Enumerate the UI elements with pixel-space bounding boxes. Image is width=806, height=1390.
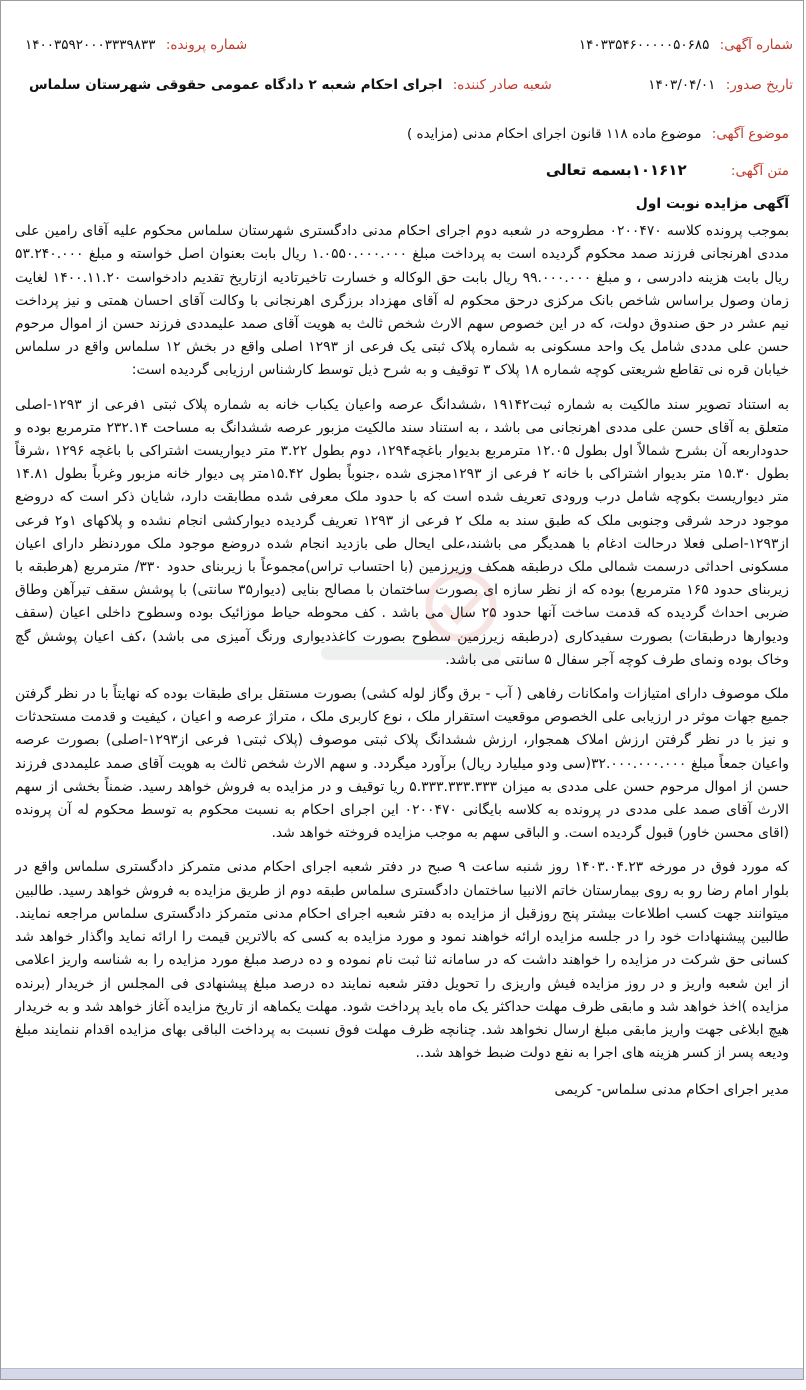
paragraph-case-intro: بموجب پرونده کلاسه ۰۲۰۰۴۷۰ مطروحه در شعبه دوم اجرای احکام مدنی دادگستری شهرستان سلماس محکوم علیه آقای رامین علی مددی اهرنجانی فرزند صمد محکوم گردیده است به پرداخت مبلغ ۱.۰۵۵۰.۰۰۰.۰۰۰ ریال بابت بعنوان اصل خواسته و مبلغ ۵۳.۲۴۰.۰۰۰ ریال بابت هزینه دادرسی ، و مبلغ ۹۹.۰۰۰.۰۰۰ ریال بابت حق الوکاله و خسارت تاخیرتادیه ازتاریخ تقدیم دادخواست ۱۴۰۰.۱۱.۲۰ لغایت زمان وصول براساس شاخص بانک مرکزی درحق محکوم له آقای مهزداد برزگری اهرنجانی با وکالت آقای احسان همتی و نیز پرداخت نیم عشر در حق صندوق دولت، که در این خصوص سهم الارث شخص ثالث به هویت آقای صمد علیمددی فرزند حسن از اموال مرحوم حسن علی مددی شامل یک واحد مسکونی به شماره پلاک ثبتی یک فرعی از ۱۲۹۳ اصلی واقع در بخش ۱۲ سلماس واقع در سلماس خیابان قره نی تقاطع شریعتی کوچه شماره ۱۸ پلاک ۳ توقیف و به شرح ذیل توسط کارشناس ارزیابی گردیده است: — [15, 223, 790, 379]
issue-date-row — [648, 73, 793, 97]
issuing-branch: اجرای احکام شعبه ۲ دادگاه عمومی حقوقی شهرستان سلماس — [29, 77, 443, 93]
paragraph-valuation: ملک موصوف دارای امتیازات وامکانات رفاهی ( آب - برق وگاز لوله کشی) بصورت مستقل برای طبقات بوده که نهایتاً با در نظر گرفتن جمیع جهات موثر در ارزیابی علی الخصوص موقعیت استقرار ملک ، نوع کاربری ملک ، متراژ عرصه و اعیان ، کیفیت و قدمت مستحدثات و نیز با در نظر گرفتن ارزش املاک همجوار، ارزش ششدانگ پلاک ثبتی موصوف (پلاک ثبتی۱ فرعی از۱۲۹۳-اصلی) بصورت عرصه واعیان جمعاً مبلغ ۳۲.۰۰۰.۰۰۰.۰۰۰(سی ودو میلیارد ریال) برآورد میگردد. و سهم الارث شخص ثالث به هویت آقای صمد علیمددی فرزند حسن از اموال مرحوم حسن علی مددی به میزان ۵.۳۳۳.۳۳۳.۳۳۳ ریا توقیف و در مزایده به فروش خواهد رسید. ضمناً بخشی از سهم الارث آقای صمد علی مددی در پرونده به کلاسه بایگانی ۰۲۰۰۴۷۰ این اجرای احکام به نسبت محکوم به توسط محکوم له آن پرونده (اقای محسن خاور) قبول گردیده است. و الباقی سهم به موجب مزایده فروخته خواهد شد. — [15, 686, 790, 842]
subject-label: موضوع آگهی: — [711, 126, 789, 142]
ad-body — [15, 193, 789, 1114]
ad-meta — [15, 121, 789, 183]
issue-date-label: تاریخ صدور: — [725, 77, 793, 93]
signature: مدیر اجرای احکام مدنی سلماس- کریمی — [554, 1082, 789, 1099]
issuing-branch-row — [29, 73, 552, 97]
text-code: ۱۰۱۶۱۲بسمه تعالی — [545, 161, 687, 179]
ad-number-row — [579, 33, 793, 57]
ad-number-label: شماره آگهی: — [719, 37, 793, 53]
subject-text: موضوع ماده ۱۱۸ قانون اجرای احکام مدنی (مزایده ) — [406, 126, 702, 142]
ad-header — [11, 21, 793, 107]
paragraph-property-description: به استناد تصویر سند مالکیت به شماره ثبت۱۹۱۴۲ ،ششدانگ عرصه واعیان یکباب خانه به شماره پلاک ثبتی ۱فرعی از ۱۲۹۳-اصلی متعلق به آقای حسن علی مددی اهرنجانی می باشد ، به استناد سند مالکیت مزبور عرصه ششدانگ به مساحت ۲۳۲.۱۴ مترمربع بوده و حدوداربعه آن بشرح شمالاً اول بطول ۱۲.۰۵ مترمربع بدیوار باغچه۱۲۹۴، دوم بطول ۳.۲۲ متر دیواریست اشتراکی با باغچه ۱۲۹۶ ،شرقاً بطول ۱۵.۳۰ متر بدیوار اشتراکی با خانه ۲ فرعی از ۱۲۹۳مجزی شده ،جنوباً بطول ۱۵.۴۲متر پی دیوار خانه مزبور وغرباً بطول ۱۴.۸۱ متر دیواریست بکوچه شامل درب ورودی تعریف شده است که با حدود ملک معرفی شده مطابقت دارد، شایان ذکر است که دروضع موجود درحد شرقی وجنوبی ملک که طبق سند به ملک ۲ فرعی از ۱۲۹۳ تعریف گردیده دیوارکشی انجام نشده و پلاکهای ۱و۲ فرعی از۱۲۹۳-اصلی فعلا درحالت ادغام با همدیگر می باشند،علی ایحال طی بازدید انجام شده دروضع موجود ملک موردنظر دارای اعیان مسکونی احداثی درسمت شمالی ملک درطبقه همکف وزیرزمین (با احتساب تراس)مجموعاً با زیربنای حدود ۳۳۰/ مترمربع (هرطبقه با زیربنای حدود ۱۶۵ مترمربع) بوده که از نظر سازه ای بصورت ساختمان با مصالح بنایی (دیوار۳۵ سانتی) با پوشش سقف تیرآهن وطاق ضربی احداث گردیده که قدمت ساخت آنها حدود ۲۵ سال می باشد . کف محوطه حیاط موزائیک بوده وسطوح داخلی اعیان (سقف ودیوارها درطبقات) بصورت سفیدکاری (درطبقه زیرزمین سطوح بصورت کاغذدیواری ورنگ آمیزی می باشد) ،کف اعیان پوشش گچ وخاک بوده ونمای طرف کوچه آجر سفال ۵ سانتی می باشد. — [15, 396, 789, 668]
subject-row — [15, 121, 789, 147]
case-number-row — [25, 33, 247, 57]
text-row — [15, 157, 789, 183]
issuing-branch-label: شعبه صادر کننده: — [452, 77, 552, 93]
bottom-bar — [1, 1368, 803, 1379]
text-label: متن آگهی: — [730, 163, 789, 179]
ad-title: آگهی مزایده نوبت اول — [635, 196, 789, 212]
issue-date: ۱۴۰۳/۰۴/۰۱ — [648, 77, 716, 93]
ad-number: ۱۴۰۳۳۵۴۶۰۰۰۰۰۵۰۶۸۵ — [578, 37, 710, 53]
paragraph-auction-terms: که مورد فوق در مورخه ۱۴۰۳.۰۴.۲۳ روز شنبه ساعت ۹ صبح در دفتر شعبه اجرای احکام مدنی متمرکز دادگستری سلماس واقع در بلوار امام رضا رو به روی بیمارستان خاتم الانبیا ساختمان دادگستری سلماس طبقه دوم از طریق مزایده به فروش خواهد رسید. طالبین میتوانند جهت کسب اطلاعات بیشتر پنج روزقبل از مزایده به دفتر شعبه اجرای احکام مدنی متمرکز دادگستری سلماس مراجعه نمایند. طالبین پیشنهادات خود را در جلسه مزایده ارائه خواهند نمود و مورد مزایده به کسی که بالاترین قیمت را ارائه نماید واگذار خواهد شد کسانی حق شرکت در مزایده را خواهند داشت که در سامانه ثنا ثبت نام نموده و ده درصد مبلغ مورد مزایده را به شناسه واریز اعلامی از این شعبه واریز و در روز مزایده فیش واریزی را تحویل دفتر شعبه نمایند ده درصد مبلغ پیشنهادی فی المجلس از خریدار (برنده مزایده )اخذ خواهد شد و مابقی ظرف مهلت حداکثر یک ماه باید پرداخت شود. مهلت یکماهه از تاریخ مزایده آغاز خواهد شد و به خریدار هیچ ابلاغی جهت واریز مابقی مبلغ ارسال نخواهد شد. چنانچه ظرف مهلت فوق نسبت به پرداخت الباقی بهای مزایده اقدام ننمایند مبلغ ودیعه پسر از کسر هزینه های اجرا به نفع دولت ضبط خواهد شد.. — [15, 859, 789, 1062]
case-number-label: شماره پرونده: — [165, 37, 248, 53]
case-number: ۱۴۰۰۳۵۹۲۰۰۰۳۳۳۹۸۳۳ — [25, 37, 156, 53]
